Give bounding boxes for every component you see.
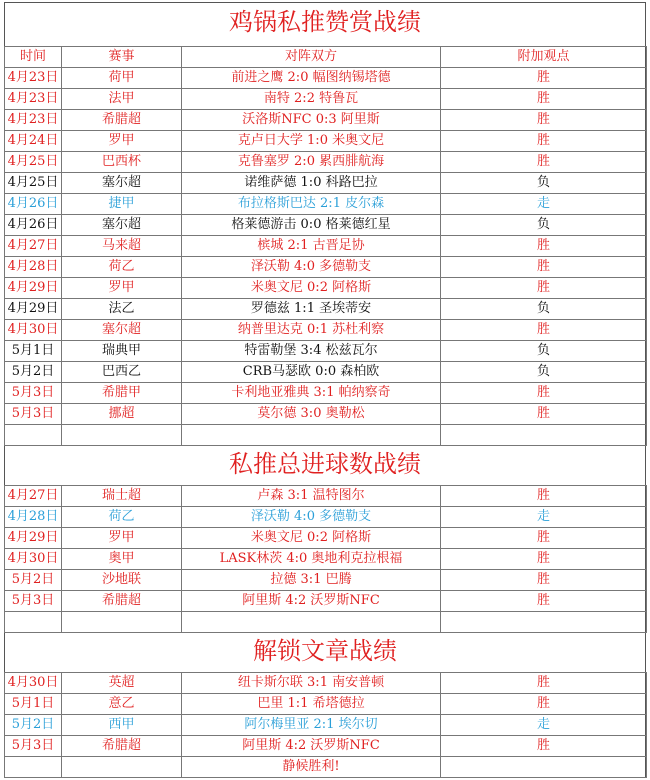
table-row <box>5 68 647 89</box>
result-cell: 胜 <box>441 68 647 89</box>
league-cell: 塞尔超 <box>62 215 182 236</box>
result-cell: 走 <box>441 194 647 215</box>
table-row <box>5 383 647 404</box>
header-result: 附加观点 <box>441 47 647 68</box>
league-cell: 荷乙 <box>62 507 182 528</box>
league-cell: 法甲 <box>62 89 182 110</box>
league-cell: 西甲 <box>62 715 182 736</box>
empty-cell <box>62 612 182 633</box>
date-cell: 4月26日 <box>5 215 62 236</box>
table-row <box>5 341 647 362</box>
table-row <box>5 278 647 299</box>
table-row <box>5 404 647 425</box>
match-cell: 克鲁塞罗 2:0 累西腓航海 <box>182 152 441 173</box>
league-cell: 瑞士超 <box>62 486 182 507</box>
empty-cell <box>441 612 647 633</box>
table-row <box>5 694 647 715</box>
table-row <box>5 362 647 383</box>
table-row <box>5 320 647 341</box>
empty-cell <box>441 425 647 446</box>
match-cell: 泽沃勒 4:0 多德勒支 <box>182 507 441 528</box>
empty-cell <box>62 425 182 446</box>
table-row <box>5 715 647 736</box>
table-row <box>5 152 647 173</box>
match-cell: 特雷勒堡 3:4 松兹瓦尔 <box>182 341 441 362</box>
result-cell: 胜 <box>441 89 647 110</box>
match-cell: CRB马瑟欧 0:0 森柏欧 <box>182 362 441 383</box>
result-cell: 胜 <box>441 404 647 425</box>
table-row <box>5 173 647 194</box>
date-cell: 5月1日 <box>5 694 62 715</box>
league-cell: 挪超 <box>62 404 182 425</box>
empty-cell <box>5 757 62 778</box>
match-cell: 莫尔德 3:0 奥勒松 <box>182 404 441 425</box>
date-cell: 4月28日 <box>5 257 62 278</box>
result-cell: 走 <box>441 507 647 528</box>
table-row <box>5 257 647 278</box>
date-cell: 4月24日 <box>5 131 62 152</box>
date-cell: 5月1日 <box>5 341 62 362</box>
league-cell: 马来超 <box>62 236 182 257</box>
league-cell: 罗甲 <box>62 278 182 299</box>
match-cell: 米奥文尼 0:2 阿格斯 <box>182 278 441 299</box>
table-row <box>5 736 647 757</box>
table-row <box>5 549 647 570</box>
date-cell: 4月23日 <box>5 110 62 131</box>
match-cell: 前进之鹰 2:0 幅图纳锡塔德 <box>182 68 441 89</box>
match-cell: 卢森 3:1 温特图尔 <box>182 486 441 507</box>
empty-cell <box>5 612 62 633</box>
table-row <box>5 236 647 257</box>
match-cell: 阿里斯 4:2 沃罗斯NFC <box>182 736 441 757</box>
empty-cell <box>62 757 182 778</box>
date-cell: 5月3日 <box>5 591 62 612</box>
match-cell: 米奥文尼 0:2 阿格斯 <box>182 528 441 549</box>
date-cell: 5月2日 <box>5 715 62 736</box>
date-cell: 4月25日 <box>5 173 62 194</box>
result-cell: 走 <box>441 715 647 736</box>
date-cell: 4月27日 <box>5 236 62 257</box>
result-cell: 胜 <box>441 591 647 612</box>
section3-table <box>4 672 647 778</box>
table-row <box>5 570 647 591</box>
date-cell: 4月23日 <box>5 89 62 110</box>
header-league: 赛事 <box>62 47 182 68</box>
league-cell: 塞尔超 <box>62 320 182 341</box>
table-row <box>5 507 647 528</box>
date-cell: 5月3日 <box>5 383 62 404</box>
table-row <box>5 110 647 131</box>
section3-title: 解锁文章战绩 <box>253 637 397 665</box>
table-row <box>5 194 647 215</box>
date-cell: 5月2日 <box>5 362 62 383</box>
table-row <box>5 591 647 612</box>
date-cell: 4月28日 <box>5 507 62 528</box>
league-cell: 荷甲 <box>62 68 182 89</box>
result-cell: 负 <box>441 341 647 362</box>
blank-row <box>5 425 647 446</box>
league-cell: 希腊超 <box>62 736 182 757</box>
table-row <box>5 89 647 110</box>
table-row <box>5 486 647 507</box>
empty-cell <box>441 757 647 778</box>
match-cell: 布拉格斯巴达 2:1 皮尔森 <box>182 194 441 215</box>
result-cell: 胜 <box>441 736 647 757</box>
league-cell: 罗甲 <box>62 131 182 152</box>
date-cell: 4月30日 <box>5 673 62 694</box>
result-cell: 负 <box>441 173 647 194</box>
match-cell: 纽卡斯尔联 3:1 南安普顿 <box>182 673 441 694</box>
match-cell: 诺维萨德 1:0 科路巴拉 <box>182 173 441 194</box>
header-match: 对阵双方 <box>182 47 441 68</box>
league-cell: 瑞典甲 <box>62 341 182 362</box>
league-cell: 塞尔超 <box>62 173 182 194</box>
section1-table <box>4 46 647 446</box>
match-cell: 罗德兹 1:1 圣埃蒂安 <box>182 299 441 320</box>
match-cell: 克卢日大学 1:0 米奥文尼 <box>182 131 441 152</box>
empty-cell <box>5 425 62 446</box>
result-cell: 胜 <box>441 236 647 257</box>
date-cell: 4月29日 <box>5 299 62 320</box>
table-row <box>5 528 647 549</box>
league-cell: 意乙 <box>62 694 182 715</box>
league-cell: 捷甲 <box>62 194 182 215</box>
footer-message: 静候胜利! <box>182 757 441 778</box>
date-cell: 5月3日 <box>5 736 62 757</box>
footer-row <box>5 757 647 778</box>
match-cell: 泽沃勒 4:0 多德勒支 <box>182 257 441 278</box>
league-cell: 希腊甲 <box>62 383 182 404</box>
header-row <box>5 47 647 68</box>
result-cell: 负 <box>441 299 647 320</box>
result-cell: 胜 <box>441 694 647 715</box>
section1-title: 鸡锅私推赞赏战绩 <box>229 8 421 36</box>
empty-cell <box>182 425 441 446</box>
date-cell: 5月2日 <box>5 570 62 591</box>
result-cell: 胜 <box>441 257 647 278</box>
league-cell: 英超 <box>62 673 182 694</box>
match-cell: 阿尔梅里亚 2:1 埃尔切 <box>182 715 441 736</box>
league-cell: 荷乙 <box>62 257 182 278</box>
table-row <box>5 673 647 694</box>
match-cell: 纳普里达克 0:1 苏杜利察 <box>182 320 441 341</box>
date-cell: 4月25日 <box>5 152 62 173</box>
result-cell: 胜 <box>441 673 647 694</box>
league-cell: 法乙 <box>62 299 182 320</box>
date-cell: 5月3日 <box>5 404 62 425</box>
table-row <box>5 299 647 320</box>
match-cell: 巴里 1:1 希塔德拉 <box>182 694 441 715</box>
result-cell: 胜 <box>441 110 647 131</box>
result-cell: 胜 <box>441 152 647 173</box>
result-cell: 胜 <box>441 549 647 570</box>
match-cell: 槟城 2:1 古晋足协 <box>182 236 441 257</box>
section2-title: 私推总进球数战绩 <box>229 450 421 478</box>
result-cell: 胜 <box>441 570 647 591</box>
date-cell: 4月27日 <box>5 486 62 507</box>
section2-table <box>4 485 647 633</box>
table-row <box>5 131 647 152</box>
league-cell: 罗甲 <box>62 528 182 549</box>
league-cell: 巴西杯 <box>62 152 182 173</box>
league-cell: 巴西乙 <box>62 362 182 383</box>
match-cell: 格莱德游击 0:0 格莱德红星 <box>182 215 441 236</box>
result-cell: 负 <box>441 215 647 236</box>
league-cell: 希腊超 <box>62 110 182 131</box>
match-cell: 沃洛斯NFC 0:3 阿里斯 <box>182 110 441 131</box>
blank-row <box>5 612 647 633</box>
match-cell: LASK林茨 4:0 奥地利克拉根福 <box>182 549 441 570</box>
result-cell: 负 <box>441 362 647 383</box>
match-cell: 拉德 3:1 巴腾 <box>182 570 441 591</box>
result-cell: 胜 <box>441 383 647 404</box>
result-cell: 胜 <box>441 278 647 299</box>
result-cell: 胜 <box>441 131 647 152</box>
date-cell: 4月26日 <box>5 194 62 215</box>
match-cell: 阿里斯 4:2 沃罗斯NFC <box>182 591 441 612</box>
league-cell: 希腊超 <box>62 591 182 612</box>
match-cell: 南特 2:2 特鲁瓦 <box>182 89 441 110</box>
league-cell: 奥甲 <box>62 549 182 570</box>
result-cell: 胜 <box>441 486 647 507</box>
result-cell: 胜 <box>441 528 647 549</box>
match-cell: 卡利地亚雅典 3:1 帕纳察奇 <box>182 383 441 404</box>
table-row <box>5 215 647 236</box>
date-cell: 4月29日 <box>5 278 62 299</box>
date-cell: 4月30日 <box>5 549 62 570</box>
empty-cell <box>182 612 441 633</box>
date-cell: 4月30日 <box>5 320 62 341</box>
result-cell: 胜 <box>441 320 647 341</box>
header-time: 时间 <box>5 47 62 68</box>
date-cell: 4月23日 <box>5 68 62 89</box>
date-cell: 4月29日 <box>5 528 62 549</box>
league-cell: 沙地联 <box>62 570 182 591</box>
